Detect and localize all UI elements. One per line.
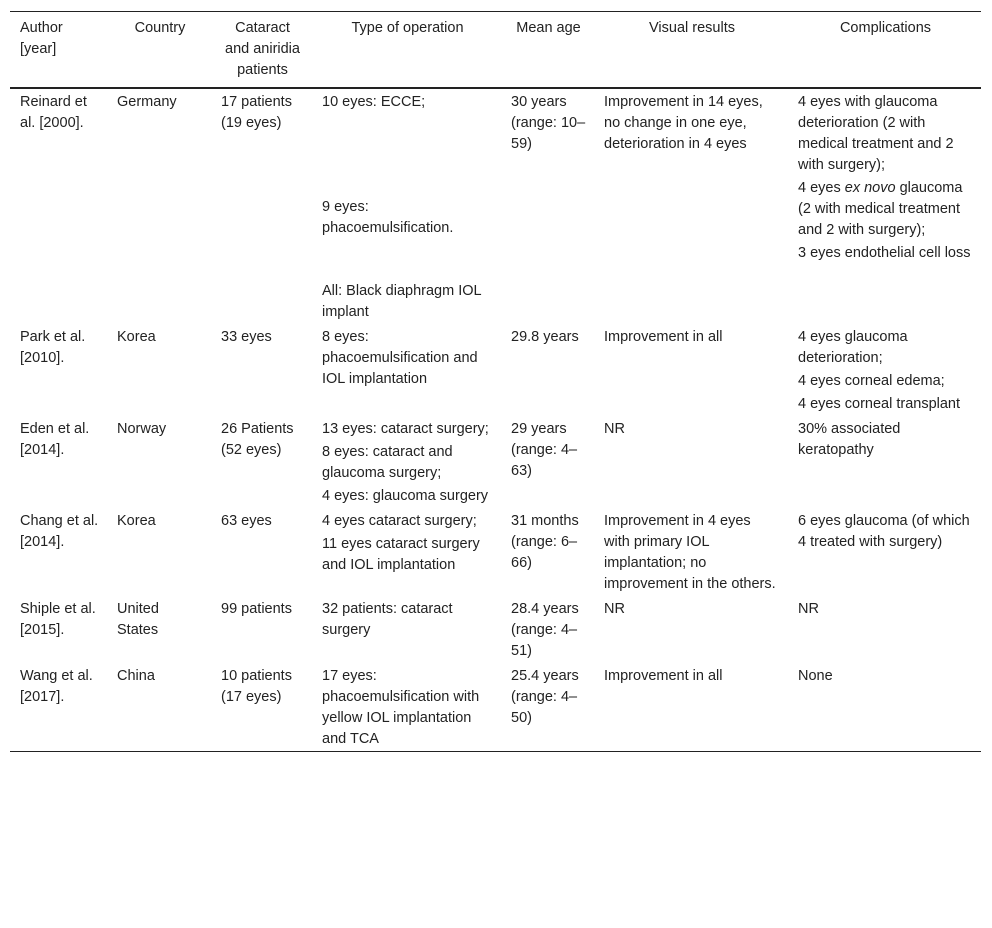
cell-operation	[312, 508, 501, 596]
header-complications: Complications	[839, 20, 932, 36]
cell-country: Norway	[117, 421, 167, 437]
operation-line: 13 eyes: cataract surgery;	[322, 421, 489, 437]
cell-complications: 30% associated keratopathy	[798, 421, 901, 458]
operation-line: 4 eyes cataract surgery;	[322, 513, 477, 529]
cell-author: Wang et al. [2017].	[20, 668, 93, 705]
cell-complications: None	[798, 668, 833, 684]
complication-line: 4 eyes with glaucoma deterioration (2 with medical treatment and 2 with surgery);	[798, 94, 954, 173]
table-row	[10, 416, 981, 508]
cell-visual-results: NR	[604, 601, 625, 617]
cell-visual-results: Improvement in 14 eyes, no change in one eye, deterioration in 4 eyes	[604, 94, 763, 152]
operation-line: 10 eyes: ECCE;	[322, 94, 426, 110]
cell-complications	[788, 88, 981, 324]
results-table	[10, 11, 981, 752]
cell-author: Eden et al. [2014].	[20, 421, 90, 458]
cell-patients: 17 patients (19 eyes)	[221, 94, 292, 131]
operation-line: 8 eyes: cataract and glaucoma surgery;	[322, 444, 453, 481]
operation-line: 9 eyes: phacoemulsification.	[322, 199, 454, 236]
cell-patients: 63 eyes	[221, 513, 272, 529]
header-author: Author [year]	[20, 20, 63, 57]
cell-operation: 17 eyes: phacoemulsification with yellow IOL implantation and TCA	[322, 668, 480, 747]
header-patients: Cataract and aniridia patients	[225, 20, 300, 78]
complication-line	[798, 178, 973, 241]
cell-visual-results: Improvement in all	[604, 329, 723, 345]
complication-post: glaucoma (2 with medical treatment and 2 with surgery);	[798, 180, 963, 238]
cell-author: Shiple et al. [2015].	[20, 601, 96, 638]
header-row	[10, 12, 981, 89]
complication-line: 4 eyes glaucoma deterioration;	[798, 329, 908, 366]
cell-author: Park et al. [2010].	[20, 329, 86, 366]
cell-operation	[312, 416, 501, 508]
cell-operation	[312, 88, 501, 324]
cell-visual-results: Improvement in all	[604, 668, 723, 684]
cell-patients: 33 eyes	[221, 329, 272, 345]
cell-operation: 32 patients: cataract surgery	[322, 601, 453, 638]
header-country: Country	[134, 20, 186, 36]
cell-mean-age: 25.4 years (range: 4–50)	[511, 668, 579, 726]
table-row	[10, 508, 981, 596]
table-row	[10, 88, 981, 324]
table-row	[10, 663, 981, 752]
cell-patients: 99 patients	[221, 601, 292, 617]
operation-line: 4 eyes: glaucoma surgery	[322, 488, 489, 504]
cell-visual-results: Improvement in 4 eyes with primary IOL implantation; no improvement in the others.	[604, 513, 776, 592]
operation-line: All: Black diaphragm IOL implant	[322, 283, 482, 320]
cell-complications: NR	[798, 601, 819, 617]
complication-line: 4 eyes corneal transplant	[798, 396, 961, 412]
cell-country: China	[117, 668, 155, 684]
cell-mean-age: 28.4 years (range: 4–51)	[511, 601, 579, 659]
complication-line: 3 eyes endothelial cell loss	[798, 245, 971, 261]
cell-mean-age: 31 months (range: 6–66)	[511, 513, 579, 571]
cell-operation: 8 eyes: phacoemulsification and IOL implantation	[322, 329, 478, 387]
cell-complications: 6 eyes glaucoma (of which 4 treated with surgery)	[798, 513, 970, 550]
header-visual-results: Visual results	[649, 20, 735, 36]
table-row	[10, 324, 981, 416]
complication-line: 4 eyes corneal edema;	[798, 373, 945, 389]
cell-mean-age: 30 years (range: 10–59)	[511, 94, 586, 152]
cell-author: Reinard et al. [2000].	[20, 94, 87, 131]
cell-mean-age: 29.8 years	[511, 329, 579, 345]
cell-patients: 26 Patients (52 eyes)	[221, 421, 294, 458]
cell-country: Korea	[117, 329, 156, 345]
complication-pre: 4 eyes	[798, 180, 845, 196]
header-operation: Type of operation	[351, 20, 464, 36]
operation-line: 11 eyes cataract surgery and IOL implantation	[322, 536, 480, 573]
cell-visual-results: NR	[604, 421, 625, 437]
cell-complications	[788, 324, 981, 416]
cell-country: Korea	[117, 513, 156, 529]
cell-mean-age: 29 years (range: 4–63)	[511, 421, 578, 479]
header-mean-age: Mean age	[516, 20, 581, 36]
cell-patients: 10 patients (17 eyes)	[221, 668, 292, 705]
complication-emphasis: ex novo	[844, 180, 896, 196]
cell-author: Chang et al. [2014].	[20, 513, 99, 550]
cell-country: Germany	[117, 94, 177, 110]
table-row	[10, 596, 981, 663]
cell-country: United States	[117, 601, 159, 638]
